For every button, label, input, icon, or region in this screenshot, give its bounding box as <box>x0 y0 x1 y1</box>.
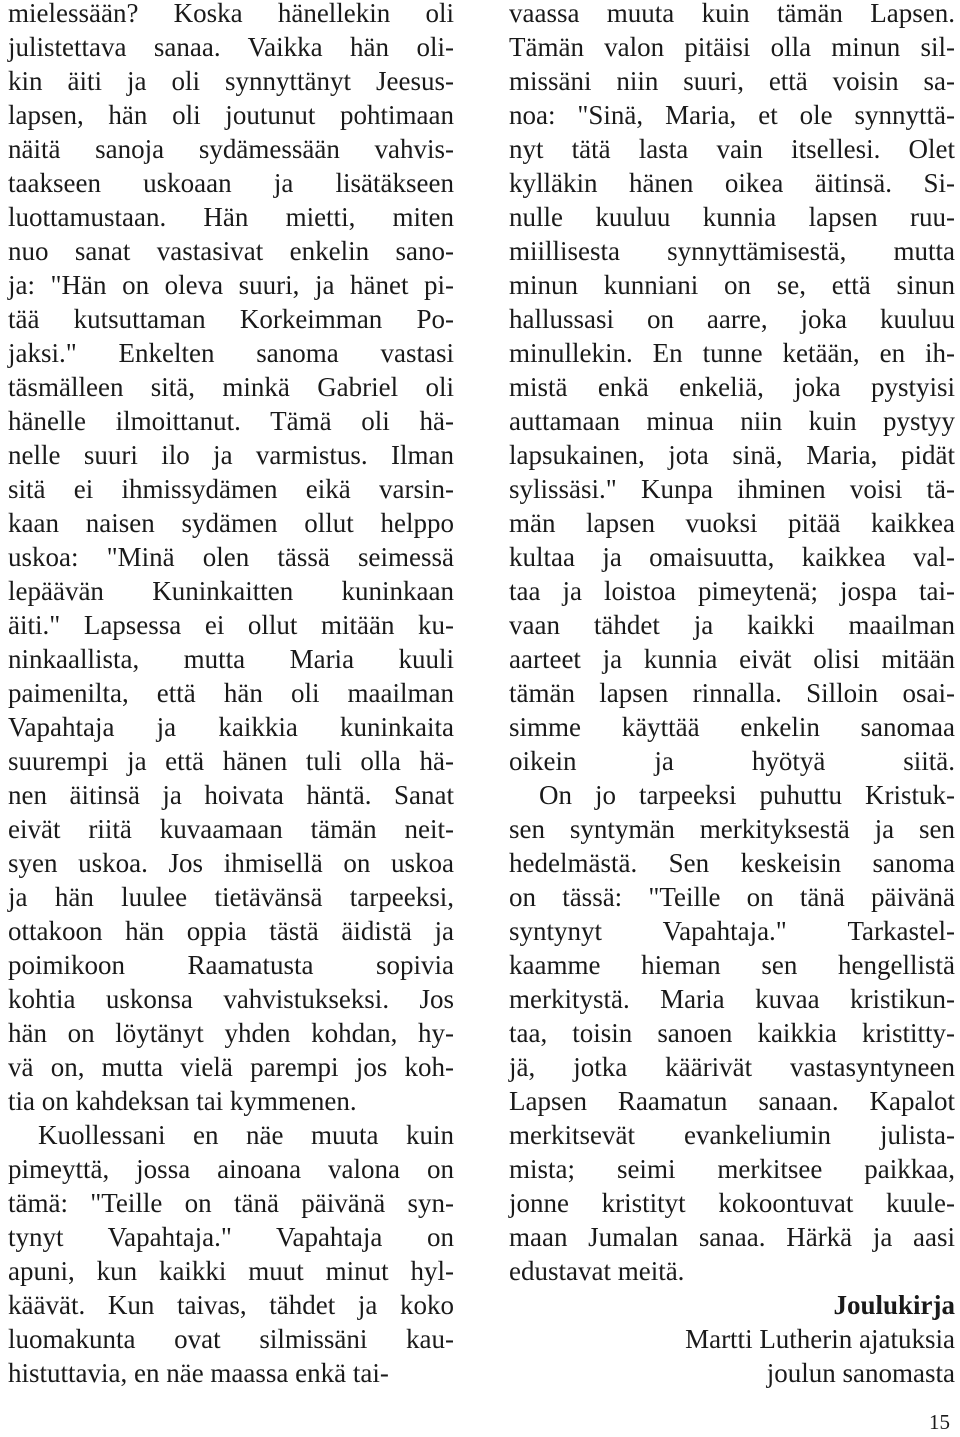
text-line: uskoa: "Minä olen tässä seimessä <box>8 542 454 572</box>
text-line: tämä: "Teille on tänä päivänä syn- <box>8 1188 454 1218</box>
text-line: hän on löytänyt yhden kohdan, hy- <box>8 1018 454 1048</box>
text-line: aarteet ja kunnia eivät olisi mitään <box>509 644 955 674</box>
text-line: män lapsen vuoksi pitää kaikkea <box>509 508 955 538</box>
text-line: jaksi." Enkelten sanoma vastasi <box>8 338 454 368</box>
text-line: miillisesta synnyttämisestä, mutta <box>509 236 955 266</box>
text-line: näitä sanoja sydämessään vahvis- <box>8 134 454 164</box>
page-number: 15 <box>929 1410 950 1434</box>
text-line: tämän lapsen rinnalla. Silloin osai- <box>509 678 955 708</box>
text-line: nen äitinsä ja hoivata häntä. Sanat <box>8 780 454 810</box>
text-line: luomakunta ovat silmissäni kau- <box>8 1324 454 1354</box>
text-line: tia on kahdeksan tai kymmenen. <box>8 1086 357 1116</box>
text-line: kin äiti ja oli synnyttänyt Jeesus- <box>8 66 454 96</box>
source-attribution <box>509 1288 955 1390</box>
text-line: Vapahtaja ja kaikkia kuninkaita <box>8 712 454 742</box>
text-line: Lapsen Raamatun sanaan. Kapalot <box>509 1086 955 1116</box>
right-column <box>509 0 955 1390</box>
text-line: pimeyttä, jossa ainoana valona on <box>8 1154 454 1184</box>
text-line: Kuollessani en näe muuta kuin <box>38 1120 454 1150</box>
text-line: ottakoon hän oppia tästä äidistä ja <box>8 916 454 946</box>
text-line: vaan tähdet ja kaikki maailman <box>509 610 955 640</box>
text-line: käävät. Kun taivas, tähdet ja koko <box>8 1290 454 1320</box>
text-line: sen syntymän merkityksestä ja sen <box>509 814 955 844</box>
text-line: vaassa muuta kuin tämän Lapsen. <box>509 0 955 28</box>
text-line: sylissäsi." Kunpa ihminen voisi tä- <box>509 474 955 504</box>
text-line: apuni, kun kaikki muut minut hyl- <box>8 1256 454 1286</box>
text-line: nulle kuuluu kunnia lapsen ruu- <box>509 202 955 232</box>
paragraph <box>509 0 955 778</box>
text-line: sitä ei ihmissydämen eikä varsin- <box>8 474 454 504</box>
text-line: merkitsevät evankeliumin julista- <box>509 1120 955 1150</box>
text-line: tynyt Vapahtaja." Vapahtaja on <box>8 1222 454 1252</box>
text-line: mistä enkä enkeliä, joka pystyisi <box>509 372 955 402</box>
text-line: syen uskoa. Jos ihmisellä on uskoa <box>8 848 454 878</box>
source-line: joulun sanomasta <box>766 1358 955 1388</box>
text-line: paimenilta, että hän oli maailman <box>8 678 454 708</box>
paragraph <box>509 778 955 1288</box>
text-line: On jo tarpeeksi puhuttu Kristuk- <box>539 780 955 810</box>
text-line: kultaa ja omaisuutta, kaikkea val- <box>509 542 955 572</box>
text-line: auttamaan minua niin kuin pystyy <box>509 406 955 436</box>
text-line: noa: "Sinä, Maria, et ole synnyttä- <box>509 100 955 130</box>
text-line: minullekin. En tunne ketään, en ih- <box>509 338 955 368</box>
source-line: Martti Lutherin ajatuksia <box>685 1324 955 1354</box>
text-line: missäni niin suuri, että voisin sa- <box>509 66 955 96</box>
text-line: mista; seimi merkitsee paikkaa, <box>509 1154 955 1184</box>
left-column <box>8 0 454 1390</box>
text-line: poimikoon Raamatusta sopivia <box>8 950 454 980</box>
paragraph <box>8 0 454 1118</box>
text-line: histuttavia, en näe maassa enkä tai- <box>8 1358 389 1388</box>
text-line: tää kutsuttaman Korkeimman Po- <box>8 304 454 334</box>
text-line: nelle suuri ilo ja varmistus. Ilman <box>8 440 454 470</box>
text-line: on tässä: "Teille on tänä päivänä <box>509 882 955 912</box>
text-line: julistettava sanaa. Vaikka hän oli- <box>8 32 454 62</box>
text-line: maan Jumalan sanaa. Härkä ja aasi <box>509 1222 955 1252</box>
text-line: hedelmästä. Sen keskeisin sanoma <box>509 848 955 878</box>
text-line: taa, toisin sanoen kaikkia kristitty- <box>509 1018 955 1048</box>
text-line: täsmälleen sitä, minkä Gabriel oli <box>8 372 454 402</box>
text-line: nyt tätä lasta vain itsellesi. Olet <box>509 134 955 164</box>
paragraph <box>8 1118 454 1390</box>
text-line: oikein ja hyötyä siitä. <box>509 746 955 776</box>
text-line: Tämän valon pitäisi olla minun sil- <box>509 32 955 62</box>
text-line: merkitystä. Maria kuvaa kristikun- <box>509 984 955 1014</box>
text-line: kaan naisen sydämen ollut helppo <box>8 508 454 538</box>
text-line: äiti." Lapsessa ei ollut mitään ku- <box>8 610 454 640</box>
text-line: nuo sanat vastasivat enkelin sano- <box>8 236 454 266</box>
text-line: suurempi ja että hänen tuli olla hä- <box>8 746 454 776</box>
text-line: luottamustaan. Hän mietti, miten <box>8 202 454 232</box>
text-line: ja hän luulee tietävänsä tarpeeksi, <box>8 882 454 912</box>
text-line: ja: "Hän on oleva suuri, ja hänet pi- <box>8 270 454 300</box>
text-line: edustavat meitä. <box>509 1256 685 1286</box>
text-line: syntynyt Vapahtaja." Tarkastel- <box>509 916 955 946</box>
source-title: Joulukirja <box>833 1290 955 1320</box>
text-line: taa ja loistoa pimeytenä; jospa tai- <box>509 576 955 606</box>
text-line: hänelle ilmoittanut. Tämä oli hä- <box>8 406 454 436</box>
text-line: mielessään? Koska hänellekin oli <box>8 0 454 28</box>
text-line: vä on, mutta vielä parempi jos koh- <box>8 1052 454 1082</box>
text-line: eivät riitä kuvaamaan tämän neit- <box>8 814 454 844</box>
text-line: simme käyttää enkelin sanomaa <box>509 712 955 742</box>
text-line: minun kunniani on se, että sinun <box>509 270 955 300</box>
text-line: lepäävän Kuninkaitten kuninkaan <box>8 576 454 606</box>
text-line: ninkaallista, mutta Maria kuuli <box>8 644 454 674</box>
text-line: jonne kristityt kokoontuvat kuule- <box>509 1188 955 1218</box>
text-line: lapsen, hän oli joutunut pohtimaan <box>8 100 454 130</box>
text-line: lapsukainen, jota sinä, Maria, pidät <box>509 440 955 470</box>
text-line: kylläkin hänen oikea äitinsä. Si- <box>509 168 955 198</box>
text-line: jä, jotka käärivät vastasyntyneen <box>509 1052 955 1082</box>
text-line: hallussasi on aarre, joka kuuluu <box>509 304 955 334</box>
text-line: kaamme hieman sen hengellistä <box>509 950 955 980</box>
text-line: taakseen uskoaan ja lisätäkseen <box>8 168 454 198</box>
text-line: kohtia uskonsa vahvistukseksi. Jos <box>8 984 454 1014</box>
